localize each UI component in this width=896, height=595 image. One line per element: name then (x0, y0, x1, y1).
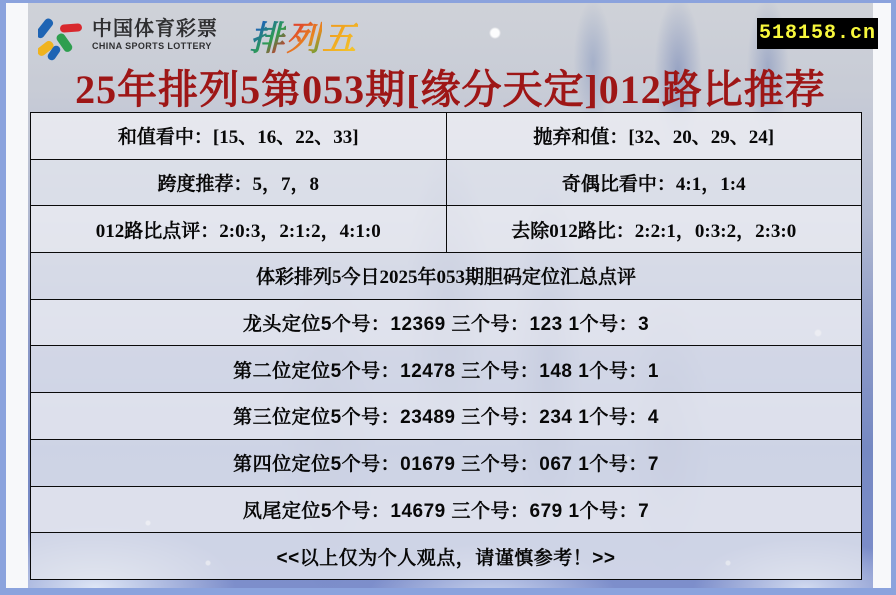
odd-even-cell: 奇偶比看中：4:1，1:4 (446, 159, 862, 206)
china-sports-lottery-logo (38, 15, 218, 61)
table-row (31, 113, 862, 160)
table-row (31, 206, 862, 253)
table-row (31, 159, 862, 206)
sum-discard-cell: 抛弃和值：[32、20、29、24] (446, 113, 862, 160)
table-row (31, 393, 862, 440)
table-row (31, 299, 862, 346)
disclaimer-cell: <<以上仅为个人观点，请谨慎参考！>> (31, 533, 862, 580)
page-title: 25年排列5第053期[缘分天定]012路比推荐 (75, 67, 826, 112)
brand-char-3: 五 (322, 20, 358, 58)
sum-picked-cell: 和值看中：[15、16、22、33] (31, 113, 447, 160)
position2-cell: 第二位定位5个号：12478 三个号：148 1个号：1 (31, 346, 862, 393)
brand-pailiewu (250, 11, 358, 60)
lottery-logo-icon (38, 15, 86, 61)
position3-cell: 第三位定位5个号：23489 三个号：234 1个号：4 (31, 393, 862, 440)
table-row (31, 253, 862, 300)
brand-char-2: 列 (286, 20, 322, 58)
road012-remove-cell: 去除012路比：2:2:1，0:3:2，2:3:0 (446, 206, 862, 253)
table-row (31, 533, 862, 580)
logo-en-label: CHINA SPORTS LOTTERY (92, 41, 212, 51)
summary-header-cell: 体彩排列5今日2025年053期胆码定位汇总点评 (31, 253, 862, 300)
background-scene (28, 3, 877, 588)
lottery-logo-text (92, 15, 218, 51)
logo-cn-label: 中国体育彩票 (92, 18, 218, 40)
recommendation-table (30, 112, 862, 580)
table-row (31, 439, 862, 486)
position4-cell: 第四位定位5个号：01679 三个号：067 1个号：7 (31, 439, 862, 486)
site-watermark-badge: 518158.cn (757, 18, 878, 49)
brand-char-1: 排 (250, 20, 286, 58)
position5-cell: 凤尾定位5个号：14679 三个号：679 1个号：7 (31, 486, 862, 533)
road012-comment-cell: 012路比点评：2:0:3，2:1:2，4:1:0 (31, 206, 447, 253)
table-row (31, 346, 862, 393)
span-recommend-cell: 跨度推荐：5，7，8 (31, 159, 447, 206)
table-row (31, 486, 862, 533)
position1-cell: 龙头定位5个号：12369 三个号：123 1个号：3 (31, 299, 862, 346)
